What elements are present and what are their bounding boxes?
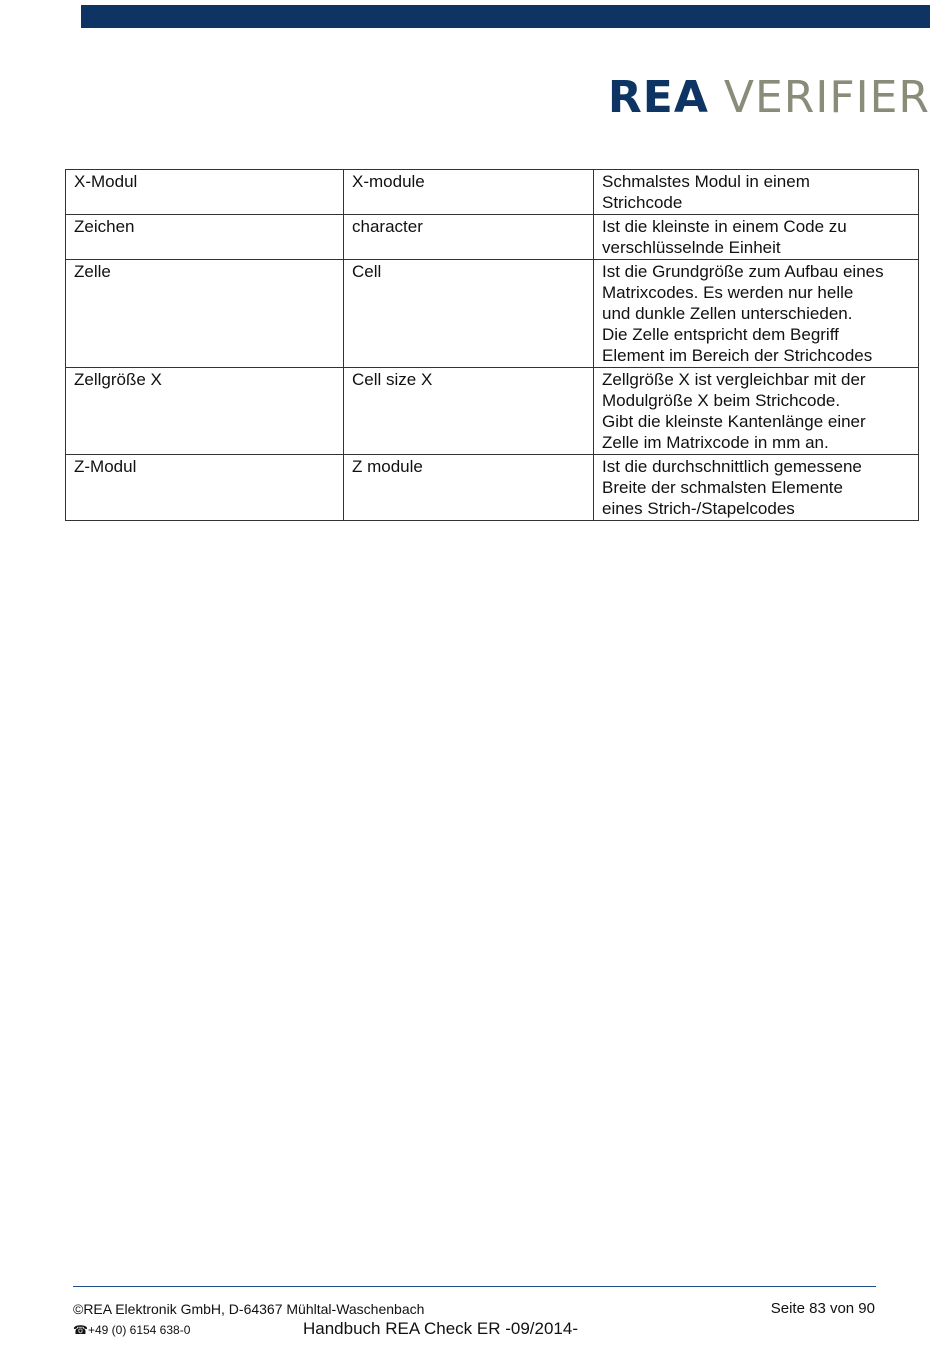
phone-number: +49 (0) 6154 638-0 [87,1323,191,1337]
term-english: character [344,215,594,260]
glossary-table [65,169,919,521]
table-row [66,215,919,260]
footer-divider [73,1286,876,1287]
term-german: X-Modul [66,170,344,215]
term-description: Ist die Grundgröße zum Aufbau eines Matrixcodes. Es werden nur helle und dunkle Zellen unterschieden. Die Zelle entspricht dem Begriff Element im Bereich der Strichcodes [594,260,919,368]
header-bar [81,5,930,28]
term-description: Ist die durchschnittlich gemessene Breite der schmalsten Elemente eines Strich-/Stapelcodes [594,455,919,521]
term-german: Zeichen [66,215,344,260]
table-row [66,368,919,455]
footer-phone [73,1323,190,1337]
term-description: Schmalstes Modul in einem Strichcode [594,170,919,215]
logo-verifier: VERIFIER [723,72,930,123]
table-row [66,260,919,368]
term-english: Cell size X [344,368,594,455]
term-description: Zellgröße X ist vergleichbar mit der Modulgröße X beim Strichcode. Gibt die kleinste Kantenlänge einer Zelle im Matrixcode in mm an. [594,368,919,455]
logo-rea: REA [607,72,709,123]
document-title: Handbuch REA Check ER -09/2014- [303,1319,578,1338]
term-german: Zelle [66,260,344,368]
rea-verifier-logo [607,72,930,123]
table-row [66,170,919,215]
term-german: Z-Modul [66,455,344,521]
phone-icon: ☎ [73,1323,88,1337]
footer-company: ©REA Elektronik GmbH, D-64367 Mühltal-Waschenbach [73,1301,425,1317]
term-english: X-module [344,170,594,215]
page-number: Seite 83 von 90 [770,1300,875,1317]
term-german: Zellgröße X [66,368,344,455]
term-english: Z module [344,455,594,521]
term-english: Cell [344,260,594,368]
term-description: Ist die kleinste in einem Code zu verschlüsselnde Einheit [594,215,919,260]
table-row [66,455,919,521]
